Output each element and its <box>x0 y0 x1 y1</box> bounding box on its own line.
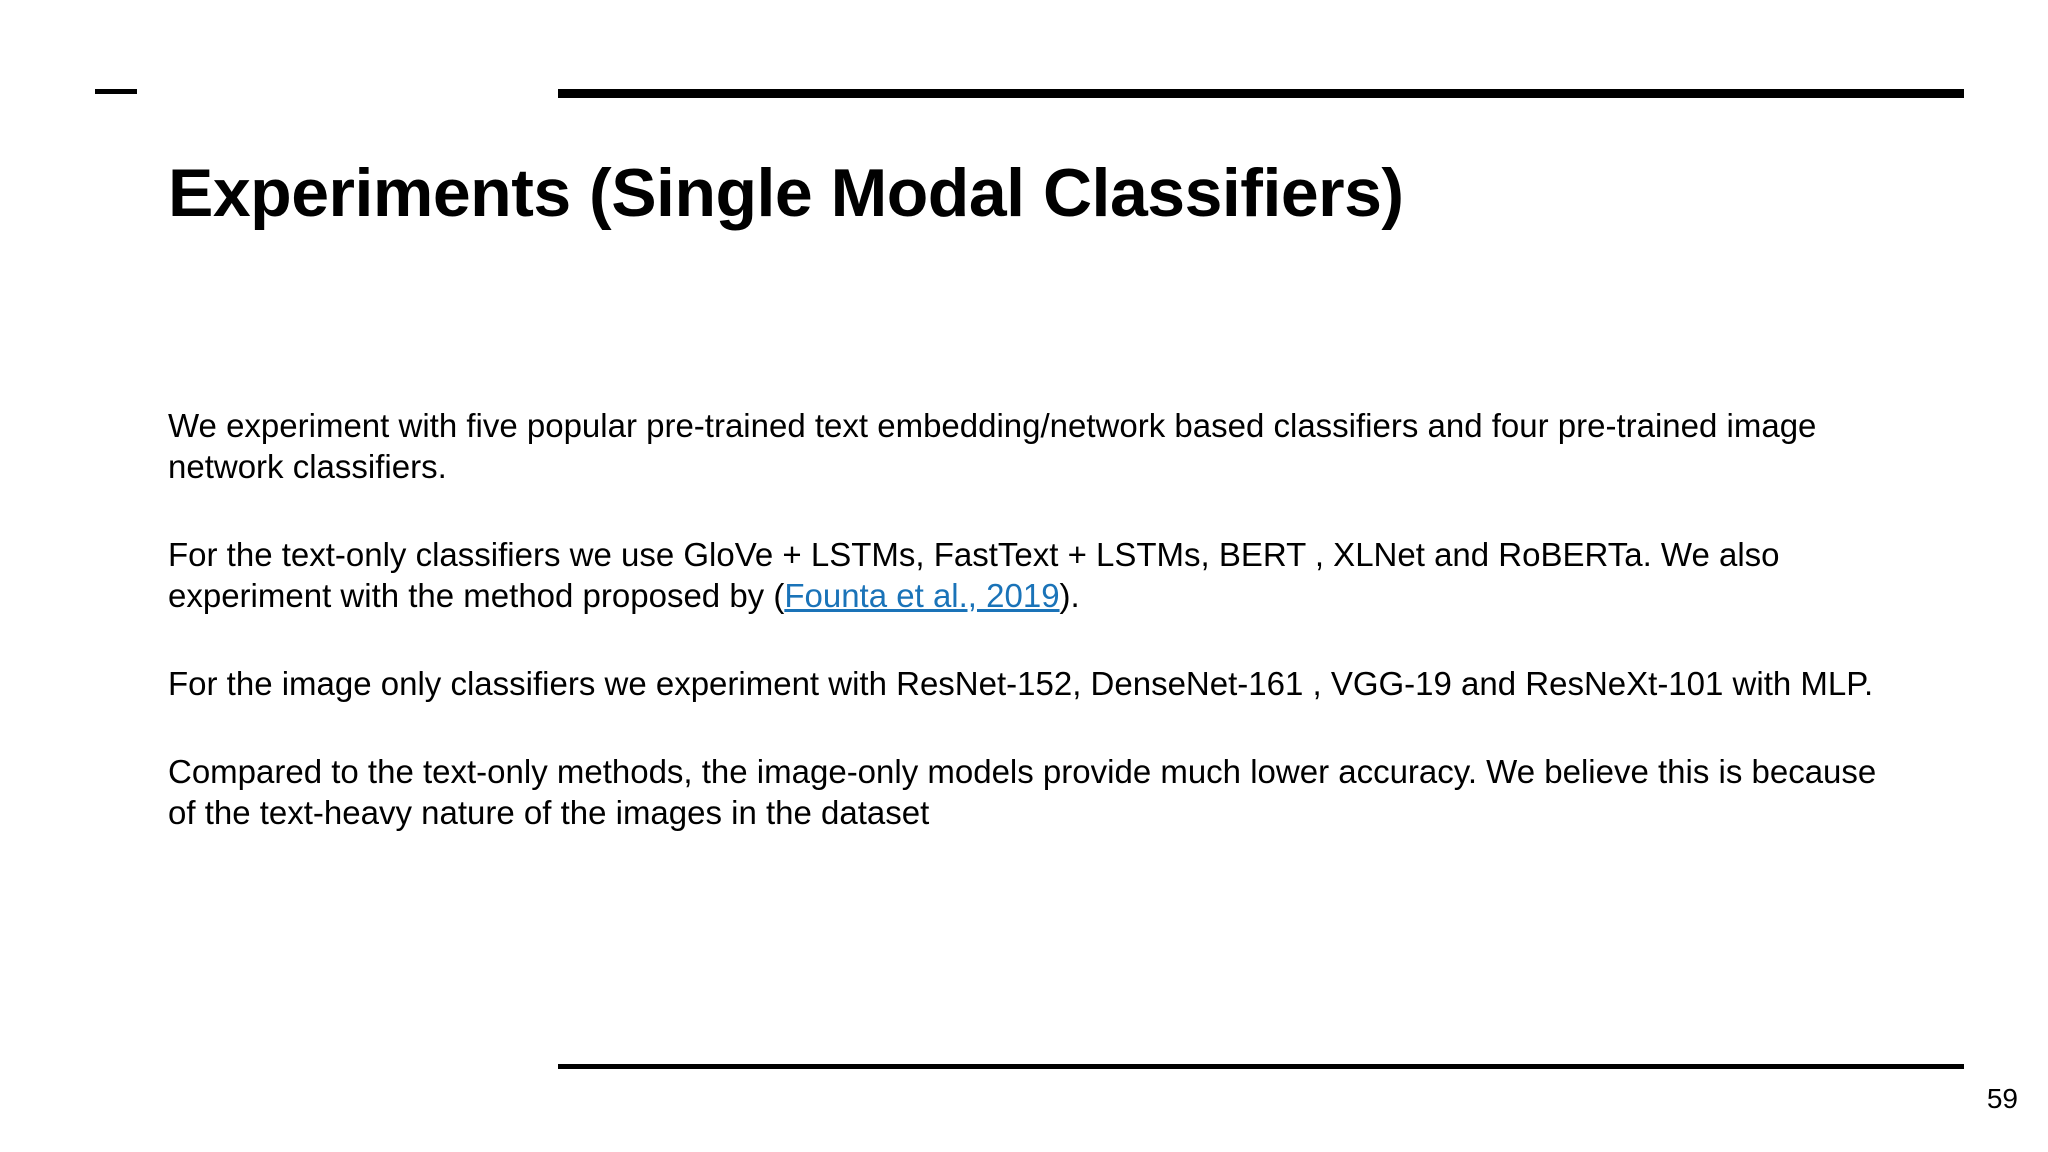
slide-body <box>168 405 1888 880</box>
paragraph-text-classifiers <box>168 534 1888 616</box>
paragraph-comparison: Compared to the text-only methods, the image-only models provide much lower accuracy. We believe this is because of the text-heavy nature of the images in the dataset <box>168 753 1877 831</box>
paragraph-image-classifiers: For the image only classifiers we experiment with ResNet-152, DenseNet-161 , VGG-19 and ResNeXt-101 with MLP. <box>168 665 1874 702</box>
top-rule-line <box>558 89 1964 98</box>
slide-title: Experiments (Single Modal Classifiers) <box>168 155 1404 231</box>
corner-dash-decoration <box>95 89 137 94</box>
page-number: 59 <box>1986 1083 2018 1114</box>
citation-link[interactable]: Founta et al., 2019 <box>784 577 1060 614</box>
bottom-rule-line <box>558 1064 1964 1069</box>
paragraph-text-classifiers-lead: For the text-only classifiers we use GloVe + LSTMs, FastText + LSTMs, BERT , XLNet and RoBERTa. We also experiment with the method proposed by ( <box>168 536 1780 614</box>
paragraph-text-classifiers-tail: ). <box>1059 577 1080 614</box>
paragraph-intro: We experiment with five popular pre-trained text embedding/network based classifiers and four pre-trained image network classifiers. <box>168 407 1817 485</box>
